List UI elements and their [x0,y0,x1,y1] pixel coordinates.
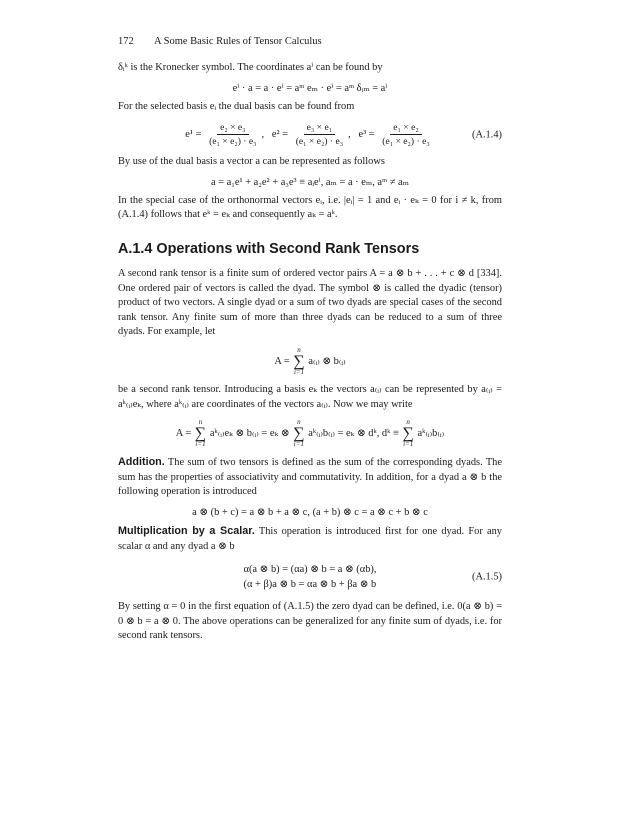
addition-heading: Addition. [118,456,165,469]
e3-denominator: (e₁ × e₂) · e₃ [382,136,430,148]
addition-text: The sum of two tensors is defined as the sum of the corresponding dyads. The sum has the properties of associativity and commutativity. In addition, for a dyad a ⊗ b the following operation is introduced [118,457,502,498]
e3-lhs: e³ = [358,129,375,141]
scalar-equation-lines [244,562,377,592]
scalar-equation-line-2: (α + β)a ⊗ b = αa ⊗ b + βa ⊗ b [243,579,377,591]
chapter-title: A Some Basic Rules of Tensor Calculus [154,36,322,47]
sum-lower-limit: i=1 [293,440,304,449]
e3-fraction [379,122,432,147]
orthonormal-paragraph: In the special case of the orthonormal vectors eᵢ, i.e. |eᵢ| = 1 and eᵢ · eₖ = 0 for i ≠ k, from (A.1.4) follows that eᵏ = eₖ and consequently aₖ = aᵏ. [118,194,502,221]
e3-numerator: e₁ × e₂ [390,122,421,135]
dual-representation-paragraph: By use of the dual basis a vector a can be represented as follows [118,156,385,168]
expansion-term-3: aᵏ₍ᵢ₎b₍ᵢ₎ [417,428,445,440]
expansion-term-2: aᵏ₍ᵢ₎b₍ᵢ₎ = eₖ ⊗ dᵏ, dᵏ ≡ [308,428,399,440]
e2-fraction [293,122,346,147]
second-rank-paragraph: A second rank tensor is a finite sum of ordered vector pairs A = a ⊗ b + . . . + c ⊗ d [334]. One ordered pair of vectors is called the dyad. The symbol ⊗ is called the dyadic (tensor) product of two vectors. A single dyad or a sum of two dyads are special cases of the second rank tensor. Any finite sum of more than three dyads can be reduced to a sum of three dyads. For example, let [118,267,502,338]
scalar-paragraph [118,524,502,554]
sigma-symbol: n ∑ i=1 [293,418,305,449]
section-heading: A.1.4 Operations with Second Rank Tensors [118,240,420,257]
e1-numerator: e₂ × e₃ [217,122,248,135]
sum-lower-limit: i=1 [195,440,206,449]
e1-lhs: e¹ = [185,129,202,141]
equation-number-a14: (A.1.4) [471,129,502,141]
addition-equation [118,506,502,518]
e1-denominator: (e₁ × e₂) · e₃ [209,136,257,148]
running-header [118,36,502,47]
sigma-symbol: n ∑ i=1 [194,418,207,449]
kronecker-paragraph: δᵢᵏ is the Kronecker symbol. The coordinates aⁱ can be found by [118,62,383,73]
scalar-equation-line-1: α(a ⊗ b) = (αa) ⊗ b = a ⊗ (αb), [243,564,377,576]
sigma-symbol: n ∑ i=1 [402,418,414,449]
page-number: 172 [118,36,134,47]
sum-rhs: a₍ᵢ₎ ⊗ b₍ᵢ₎ [308,355,346,367]
sum-lower-limit: i=1 [403,440,414,449]
e1-fraction [206,122,259,147]
addition-equation-text: a ⊗ (b + c) = a ⊗ b + a ⊗ c, (a + b) ⊗ c = a ⊗ c + b ⊗ c [192,506,428,518]
scalar-equation [118,562,502,592]
e2-lhs: e² = [271,129,289,141]
zero-dyad-paragraph: By setting α = 0 in the first equation of (A.1.5) the zero dyad can be defined, i.e. 0(a ⊗ b) = 0 ⊗ b = a ⊗ 0. The above operations can be generalized for any finite sum of dyads, i.e. for second rank tensors. [118,601,502,642]
expansion-equation [118,419,502,448]
sum-lower-limit: i=1 [293,367,305,376]
page [118,36,502,644]
coordinate-equation [118,82,502,94]
scalar-heading: Multiplication by a Scalar. [118,524,255,537]
sum-upper-limit: n [198,418,203,427]
sigma-symbol: n ∑ i=1 [293,345,305,376]
basis-paragraph: be a second rank tensor. Introducing a basis eₖ the vectors a₍ᵢ₎ can be represented by a₍ᵢ₎ = aᵏ₍ᵢ₎eₖ, where aᵏ₍ᵢ₎ are coordinates of the vectors a₍ᵢ₎. Now we may write [118,383,502,410]
e2-denominator: (e₁ × e₂) · e₃ [295,136,344,148]
dual-representation-text: a = a₁e¹ + a₂e² + a₃e³ ≡ aᵢeⁱ, aₘ = a · eₘ, aᵐ ≠ aₘ [211,176,409,188]
equation-number-a15: (A.1.5) [471,571,502,583]
addition-paragraph [118,455,502,500]
sum-equation [118,347,502,376]
scalar-text: This operation is introduced first for one dyad. For any scalar α and any dyad a ⊗ b [118,525,502,552]
expansion-lhs: A = [175,428,192,440]
dual-representation-equation [118,176,502,188]
sum-upper-limit: n [297,418,301,427]
coordinate-equation-text: eⁱ · a = a · eⁱ = aᵐ eₘ · eⁱ = aᵐ δᵢₘ = aⁱ [232,82,388,94]
expansion-term-1: aᵏ₍ᵢ₎eₖ ⊗ b₍ᵢ₎ = eₖ ⊗ [209,428,290,440]
dual-basis-equation: e¹ = $\frac{\text{e₂ × e₃}}{\text{(e₁ × e₂) · e₃}}$ , e² = $\frac{\text{e₃ × e₁}}{\text{(e₁ × e₂) · e₃}}$ , e³ = $\frac{\text{e₁ × e₂}}{\text{(e₁ × e₂) · e₃}}$ (A.1.4) [185,122,502,148]
sum-upper-limit: n [297,345,301,354]
e2-numerator: e₃ × e₁ [304,122,335,135]
sum-lhs: A = [274,355,290,367]
sum-upper-limit: n [406,418,410,427]
dual-basis-paragraph: For the selected basis eᵢ the dual basis can be found from [118,100,355,112]
